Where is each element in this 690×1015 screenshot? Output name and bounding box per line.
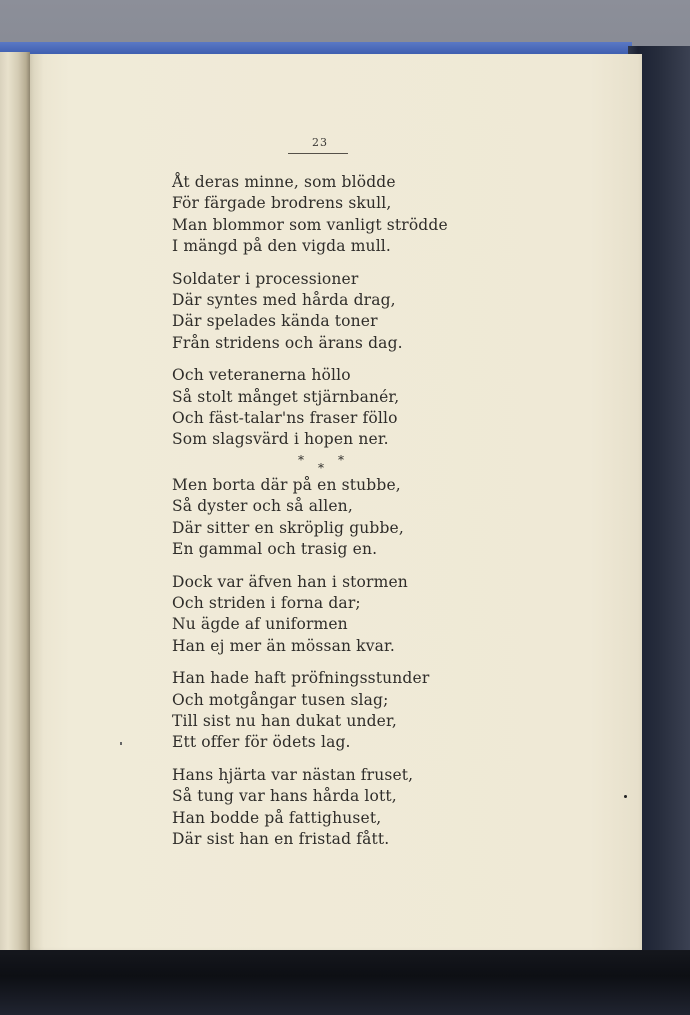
poem bbox=[172, 172, 472, 862]
book-cover-top-edge bbox=[0, 42, 632, 54]
poem-line: En gammal och trasig en. bbox=[172, 539, 378, 558]
poem-line: Och veteranerna höllo bbox=[172, 366, 351, 385]
stanza bbox=[172, 172, 472, 257]
poem-line: Och striden i forna dar; bbox=[172, 594, 361, 613]
poem-line: Och motgångar tusen slag; bbox=[172, 690, 389, 709]
poem-line: Så stolt månget stjärnbanér, bbox=[172, 387, 400, 406]
page-number-rule bbox=[288, 153, 348, 154]
stanza bbox=[172, 475, 472, 560]
poem-line: Han bodde på fattighuset, bbox=[172, 808, 382, 827]
poem-line: För färgade brodrens skull, bbox=[172, 194, 392, 213]
asterism-star: * bbox=[338, 453, 345, 468]
stanza bbox=[172, 572, 472, 657]
poem-line: Dock var äfven han i stormen bbox=[172, 572, 408, 591]
poem-line: Där sitter en skröplig gubbe, bbox=[172, 518, 404, 537]
stanza bbox=[172, 269, 472, 354]
poem-line: Han ej mer än mössan kvar. bbox=[172, 636, 395, 655]
poem-line: Där spelades kända toner bbox=[172, 312, 378, 331]
poem-line: Så tung var hans hårda lott, bbox=[172, 787, 397, 806]
poem-line: Nu ägde af uniformen bbox=[172, 615, 348, 634]
poem-line: Som slagsvärd i hopen ner. bbox=[172, 430, 389, 449]
book-page bbox=[30, 54, 642, 954]
paper-speck bbox=[120, 742, 122, 745]
poem-line: Och fäst-talar'ns fraser föllo bbox=[172, 408, 398, 427]
poem-line: Men borta där på en stubbe, bbox=[172, 476, 401, 495]
section-break-asterism bbox=[172, 454, 472, 474]
poem-line: Där sist han en fristad fått. bbox=[172, 830, 390, 849]
facing-page-edge bbox=[0, 52, 30, 957]
stanza bbox=[172, 365, 472, 450]
poem-line: Han hade haft pröfningsstunder bbox=[172, 669, 430, 688]
poem-line: I mängd på den vigda mull. bbox=[172, 236, 391, 255]
page-number: 23 bbox=[312, 136, 328, 149]
poem-line: Där syntes med hårda drag, bbox=[172, 290, 396, 309]
poem-line: Från stridens och ärans dag. bbox=[172, 333, 403, 352]
poem-line: Soldater i processioner bbox=[172, 269, 359, 288]
poem-line: Till sist nu han dukat under, bbox=[172, 712, 397, 731]
asterism-star: * bbox=[318, 461, 325, 476]
poem-line: Åt deras minne, som blödde bbox=[172, 173, 396, 191]
paper-speck bbox=[624, 795, 627, 798]
poem-line: Man blommor som vanligt strödde bbox=[172, 215, 448, 234]
book-cover-bottom-edge bbox=[0, 950, 690, 1015]
stanza bbox=[172, 765, 472, 850]
asterism-star: * bbox=[298, 453, 305, 468]
poem-line: Ett offer för ödets lag. bbox=[172, 733, 351, 752]
stanza bbox=[172, 668, 472, 753]
poem-line: Hans hjärta var nästan fruset, bbox=[172, 766, 414, 785]
poem-line: Så dyster och så allen, bbox=[172, 497, 353, 516]
